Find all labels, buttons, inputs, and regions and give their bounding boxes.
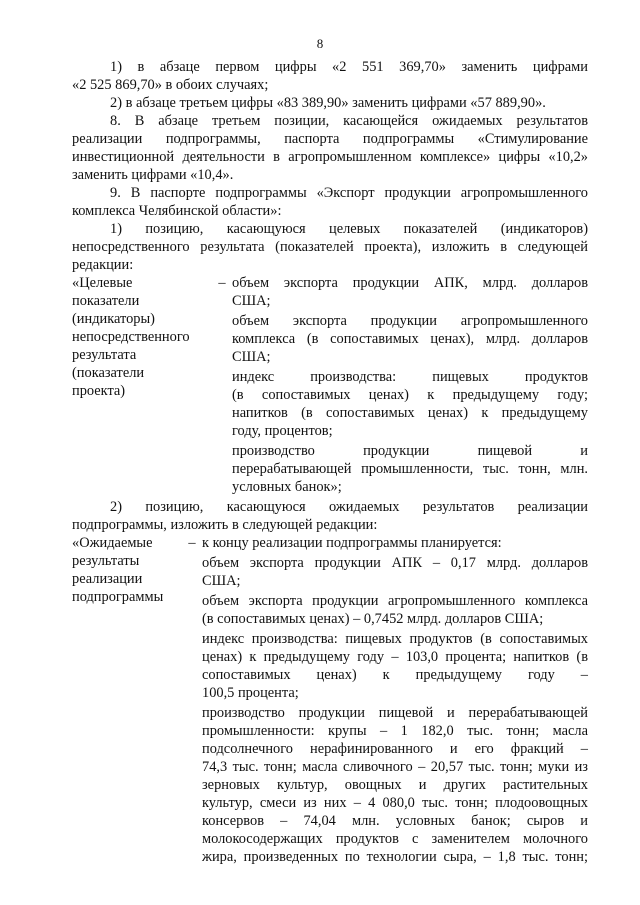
list-item — [232, 274, 588, 310]
results-table — [72, 534, 588, 868]
list-item — [232, 368, 588, 440]
text-line: жира, произведенных по технологии сыра, – 1,8 тыс. тонн; — [202, 849, 588, 865]
paragraph-6 — [72, 498, 588, 534]
label-line: результаты — [72, 553, 140, 569]
dash-separator: – — [218, 275, 226, 291]
text-line: индекс производства: пищевых продуктов (в сопоставимых — [202, 631, 588, 647]
text-line: ценах) к предыдущему году – 103,0 процента; напитков (в — [202, 649, 588, 665]
text-line: зерновых культур, овощных и других растительных — [202, 777, 588, 793]
text-line: подпрограммы, изложить в следующей редакции: — [72, 517, 378, 533]
text-line: производство продукции пищевой и — [232, 443, 588, 459]
text-line: США; — [232, 293, 271, 309]
list-item — [232, 312, 588, 366]
label-line: подпрограммы — [72, 589, 164, 605]
label-line: «Ожидаемые — [72, 535, 153, 551]
label-line: (показатели — [72, 365, 145, 381]
list-item — [202, 534, 588, 552]
text-line: году, процентов; — [232, 423, 333, 439]
dash-separator: – — [188, 535, 196, 551]
text-line: 74,3 тыс. тонн; масла сливочного – 20,57 тыс. тонн; муки из — [202, 759, 588, 775]
targets-label — [72, 274, 212, 498]
text-line: США; — [202, 573, 241, 589]
text-line: производство продукции пищевой и перерабатывающей — [202, 705, 588, 721]
paragraph-1 — [72, 58, 588, 94]
text-line: реализации подпрограммы, паспорта подпрограммы «Стимулирование — [72, 131, 588, 147]
text-line: 100,5 процента; — [202, 685, 299, 701]
label-line: проекта) — [72, 383, 126, 399]
text-line: перерабатывающей промышленности, тыс. тонн, млн. — [232, 461, 588, 477]
text-line: 1) в абзаце первом цифры «2 551 369,70» заменить цифрами — [110, 59, 588, 75]
text-line: комплекса Челябинской области»: — [72, 203, 282, 219]
label-line: показатели — [72, 293, 140, 309]
text-line: объем экспорта продукции АПК – 0,17 млрд. долларов — [202, 555, 588, 571]
text-line: (в сопоставимых ценах) – 0,7452 млрд. долларов США; — [202, 611, 544, 627]
text-line: к концу реализации подпрограммы планируется: — [202, 535, 502, 551]
text-line: объем экспорта продукции агропромышленного комплекса — [202, 593, 588, 609]
list-item — [202, 554, 588, 590]
text-line: напитков (в сопоставимых ценах) к предыдущему — [232, 405, 588, 421]
paragraph-3 — [72, 112, 588, 184]
label-line: «Целевые — [72, 275, 133, 291]
paragraph-4 — [72, 184, 588, 220]
label-line: результата — [72, 347, 137, 363]
text-line: 2) позицию, касающуюся ожидаемых результатов реализации — [110, 499, 588, 515]
text-line: США; — [232, 349, 271, 365]
results-label — [72, 534, 182, 868]
text-line: инвестиционной деятельности в агропромышленном комплексе» цифры «10,2» — [72, 149, 588, 165]
text-line: 2) в абзаце третьем цифры «83 389,90» заменить цифрами «57 889,90». — [110, 95, 546, 111]
text-line: условных банок»; — [232, 479, 342, 495]
document-body — [72, 58, 588, 868]
text-line: заменить цифрами «10,4». — [72, 167, 234, 183]
text-line: «2 525 869,70» в обоих случаях; — [72, 77, 269, 93]
list-item — [202, 630, 588, 702]
text-line: 1) позицию, касающуюся целевых показателей (индикаторов) — [110, 221, 588, 237]
page-number: 8 — [316, 36, 324, 51]
text-line: консервов – 74,04 млн. условных банок; сыров и — [202, 813, 588, 829]
list-item — [202, 704, 588, 866]
text-line: непосредственного результата (показателей проекта), изложить в следующей — [72, 239, 588, 255]
text-line: 9. В паспорте подпрограммы «Экспорт продукции агропромышленного — [110, 185, 588, 201]
targets-values — [232, 274, 588, 498]
label-line: непосредственного — [72, 329, 190, 345]
text-line: редакции: — [72, 257, 134, 273]
results-values — [202, 534, 588, 868]
targets-table — [72, 274, 588, 498]
text-line: 8. В абзаце третьем позиции, касающейся ожидаемых результатов — [110, 113, 588, 129]
list-item — [232, 442, 588, 496]
label-line: (индикаторы) — [72, 311, 155, 327]
text-line: (в сопоставимых ценах) к предыдущему году; — [232, 387, 588, 403]
text-line: промышленности: крупы – 1 182,0 тыс. тонн; масла — [202, 723, 588, 739]
list-item — [202, 592, 588, 628]
text-line: объем экспорта продукции агропромышленного — [232, 313, 588, 329]
text-line: молокосодержащих продуктов с заменителем молочного — [202, 831, 588, 847]
text-line: сопоставимых ценах) к предыдущему году – — [202, 667, 588, 683]
paragraph-5 — [72, 220, 588, 274]
text-line: комплекса (в сопоставимых ценах), млрд. долларов — [232, 331, 588, 347]
text-line: индекс производства: пищевых продуктов — [232, 369, 588, 385]
label-line: реализации — [72, 571, 143, 587]
text-line: подсолнечного нерафинированного и его фракций – — [202, 741, 588, 757]
paragraph-2 — [72, 94, 588, 112]
text-line: культур, смеси из них – 4 080,0 тыс. тонн; плодоовощных — [202, 795, 588, 811]
text-line: объем экспорта продукции АПК, млрд. долларов — [232, 275, 588, 291]
